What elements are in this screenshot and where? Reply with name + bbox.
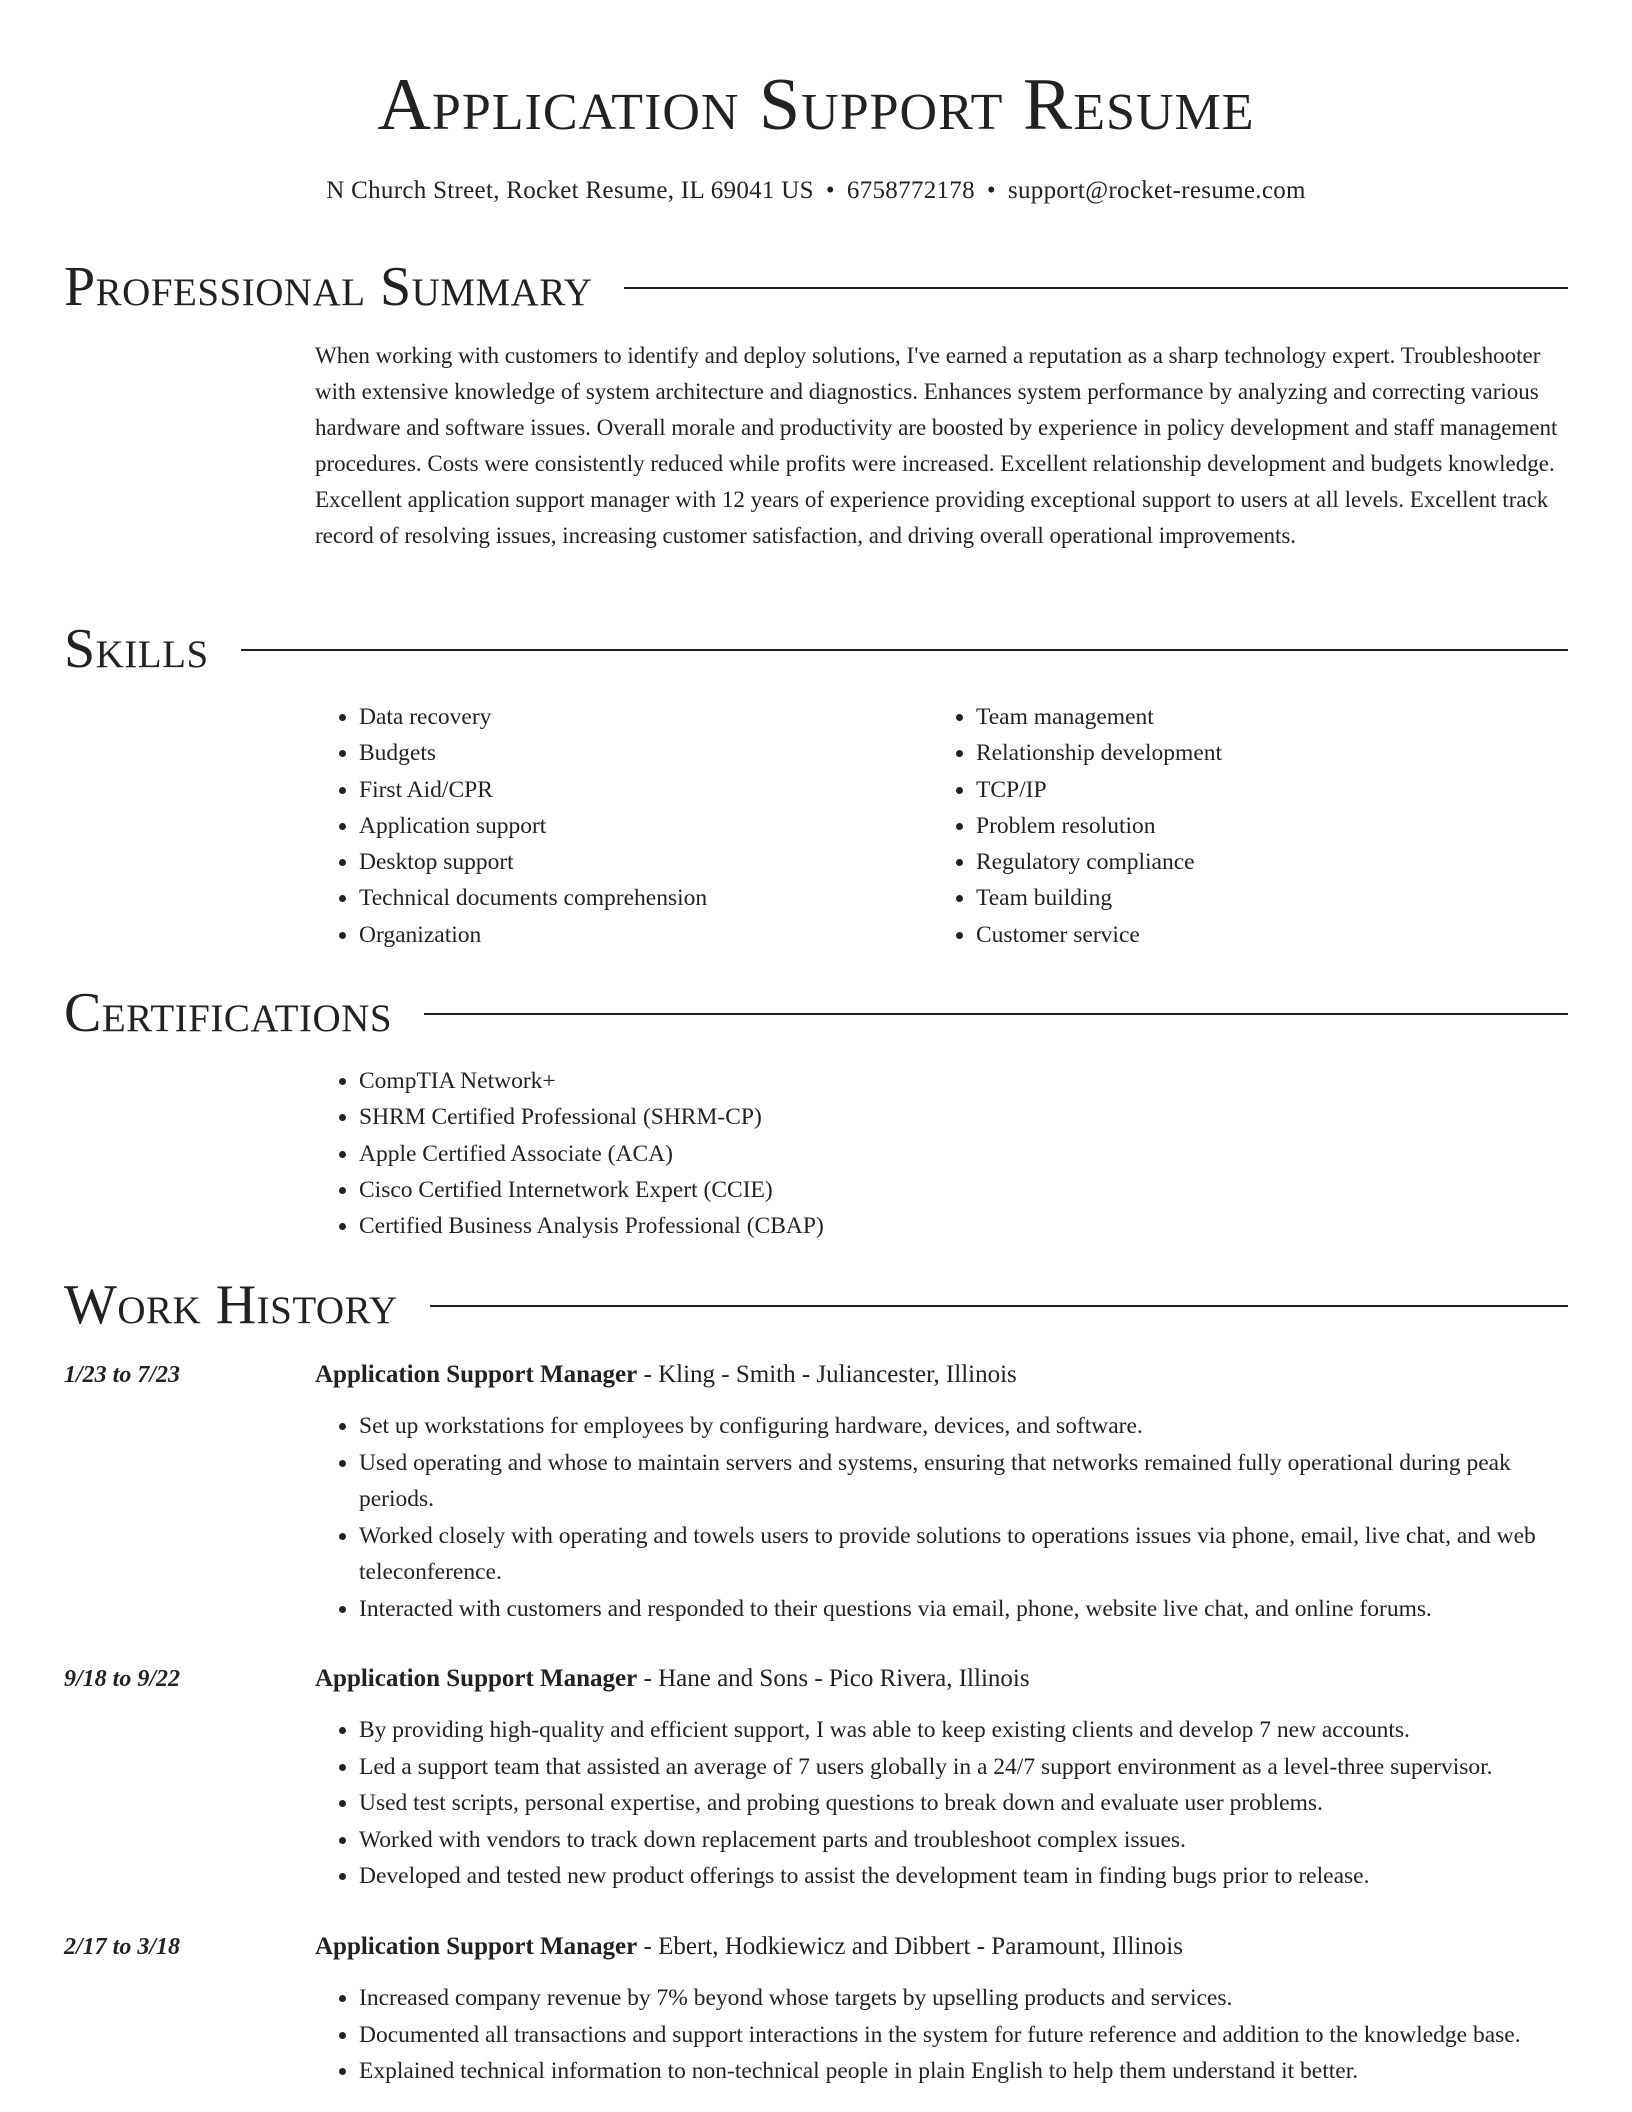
job-company: - Hane and Sons - Pico Rivera, Illinois [637,1665,1030,1692]
section-title-certifications: Certifications [64,982,393,1044]
section-header-certifications [64,980,1568,1046]
job-bullet: • Used test scripts, personal expertise, and probing questions to break down and evaluate user problems. [359,1785,1579,1822]
contact-line [0,175,1632,207]
certification-item: • SHRM Certified Professional (SHRM-CP) [359,1099,1215,1135]
job-bullet: • Led a support team that assisted an average of 7 users globally in a 24/7 support environment as a level-three supervisor. [359,1749,1579,1786]
job-bullets [315,1712,1579,1895]
contact-separator: • [986,177,996,204]
skill-item: • Relationship development [976,735,1532,771]
skill-item: • Technical documents comprehension [359,880,915,916]
job-bullets [315,1980,1579,2090]
section-title-skills: Skills [64,618,209,680]
section-title-work-history: Work History [64,1274,398,1336]
job-bullet: • Documented all transactions and support interactions in the system for future reference and addition to the knowledge base. [359,2017,1579,2054]
section-divider [241,649,1568,651]
job-title-line [315,1357,1575,1393]
email-link[interactable]: support@rocket-resume.com [1007,177,1306,204]
certification-item: • Certified Business Analysis Professional (CBAP) [359,1208,1215,1244]
job-bullet: • Interacted with customers and responded to their questions via email, phone, website live chat, and online forums. [359,1591,1579,1628]
job-bullet: • Developed and tested new product offerings to assist the development team in finding bugs prior to release. [359,1858,1579,1895]
job-company: - Ebert, Hodkiewicz and Dibbert - Paramount, Illinois [637,1933,1183,1960]
contact-separator: • [825,177,835,204]
certifications-list [315,1063,1215,1244]
skill-item: • Budgets [359,735,915,771]
skill-item: • First Aid/CPR [359,772,915,808]
skills-column-right [932,699,1532,953]
job-bullet: • Used operating and whose to maintain servers and systems, ensuring that networks remained fully operational during peak periods. [359,1445,1579,1518]
section-header-work-history [64,1272,1568,1338]
job-dates: 1/23 to 7/23 [64,1362,181,1388]
job-role: Application Support Manager [315,1361,638,1388]
section-header-summary [64,254,1568,320]
job-bullet: • Worked with vendors to track down replacement parts and troubleshoot complex issues. [359,1822,1579,1859]
phone: 6758772178 [846,177,975,204]
skill-item: • Desktop support [359,844,915,880]
job-bullet: • By providing high-quality and efficient support, I was able to keep existing clients and develop 7 new accounts. [359,1712,1579,1749]
job-bullets [315,1408,1579,1627]
section-divider [430,1305,1568,1307]
section-title-summary: Professional Summary [64,256,593,318]
job-bullet: • Worked closely with operating and towels users to provide solutions to operations issues via phone, email, live chat, and web teleconference. [359,1518,1579,1591]
job-title-line [315,1661,1575,1697]
section-header-skills [64,616,1568,682]
section-divider [424,1013,1568,1015]
certification-item: • Apple Certified Associate (ACA) [359,1136,1215,1172]
resume-title: Application Support Resume [377,64,1255,146]
job-bullet: • Explained technical information to non-technical people in plain English to help them understand it better. [359,2053,1579,2090]
job-dates: 9/18 to 9/22 [64,1666,181,1692]
job-dates: 2/17 to 3/18 [64,1934,181,1960]
section-divider [624,287,1568,289]
skill-item: • Data recovery [359,699,915,735]
skill-item: • Team management [976,699,1532,735]
skill-item: • TCP/IP [976,772,1532,808]
skills-column-left [315,699,915,953]
skill-item: • Problem resolution [976,808,1532,844]
job-role: Application Support Manager [315,1933,638,1960]
certification-item: • CompTIA Network+ [359,1063,1215,1099]
job-title-line [315,1929,1575,1965]
job-bullet: • Increased company revenue by 7% beyond whose targets by upselling products and services. [359,1980,1579,2017]
job-role: Application Support Manager [315,1665,638,1692]
skill-item: • Customer service [976,917,1532,953]
skill-item: • Organization [359,917,915,953]
job-bullet: • Set up workstations for employees by configuring hardware, devices, and software. [359,1408,1579,1445]
skill-item: • Application support [359,808,915,844]
skill-item: • Regulatory compliance [976,844,1532,880]
summary-text: When working with customers to identify and deploy solutions, I've earned a reputation as a sharp technology expert. Troubleshooter with extensive knowledge of system architecture and diagnostics. Enhances system performance by analyzing and correcting various hardware and software issues. Overall morale and productivity are boosted by experience in policy development and staff management procedures. Costs were consistently reduced while profits were increased. Excellent relationship development and budgets knowledge. Excellent application support manager with 12 years of experience providing exceptional support to users at all levels. Excellent track record of resolving issues, increasing customer satisfaction, and driving overall operational improvements. [315,343,1558,548]
certification-item: • Cisco Certified Internetwork Expert (CCIE) [359,1172,1215,1208]
address: N Church Street, Rocket Resume, IL 69041 US [326,177,814,204]
skill-item: • Team building [976,880,1532,916]
job-company: - Kling - Smith - Juliancester, Illinois [637,1361,1017,1388]
